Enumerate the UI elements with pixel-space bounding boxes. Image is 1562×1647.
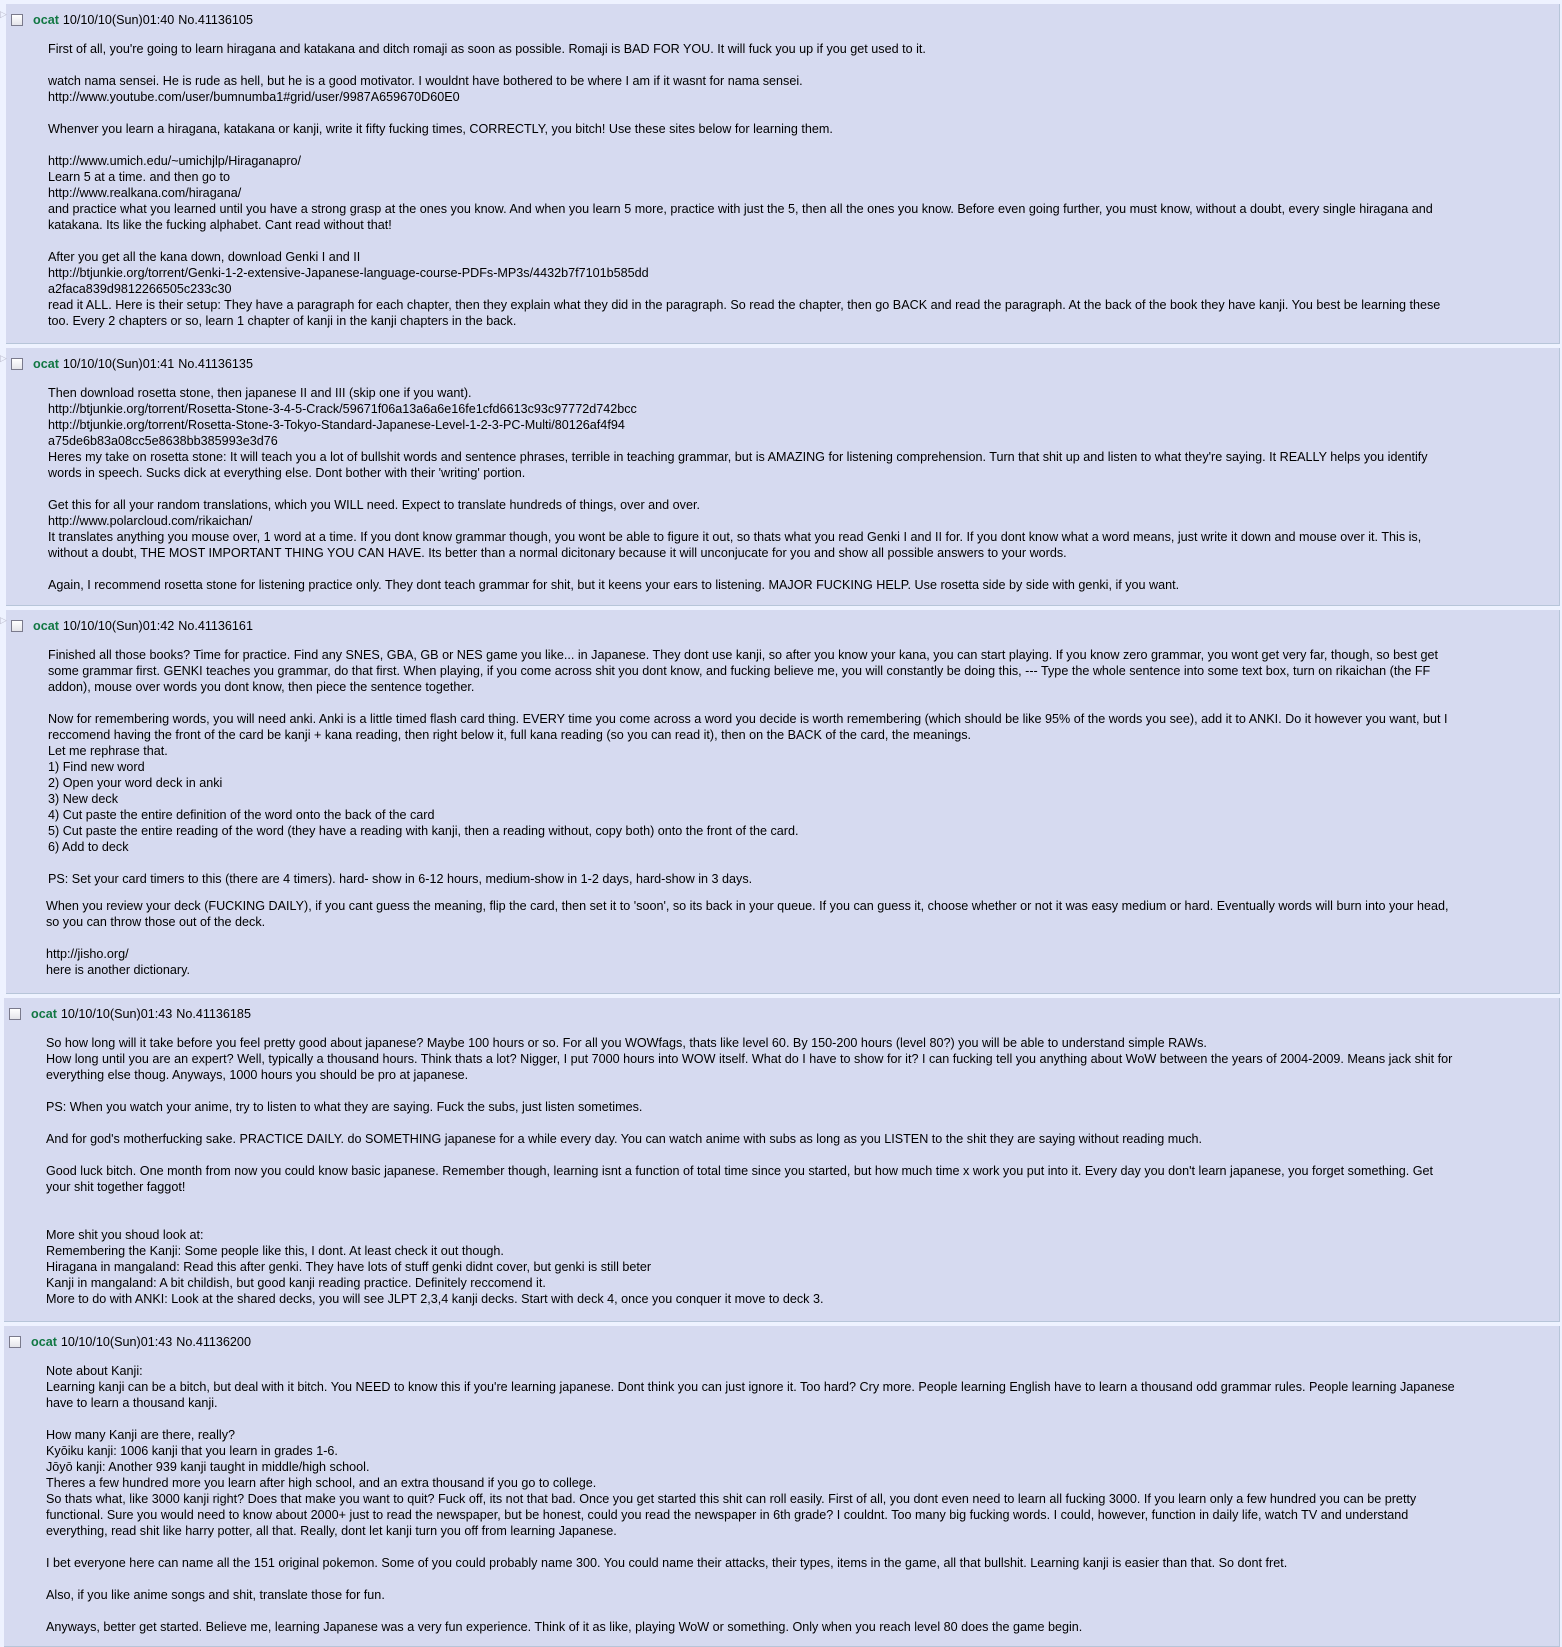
- post-date: 10/10/10(Sun)01:40: [62, 13, 175, 27]
- poster-name: ocat: [33, 619, 59, 633]
- post-select-checkbox[interactable]: [11, 14, 23, 26]
- post-message: First of all, you're going to learn hiragana and katakana and ditch romaji as soon as possible. Romaji is BAD FOR YOU. It will fuck you up if you get used to it. watch nama sensei. He is rude as hell, but he is a good motivator. I wouldnt have bothered to be where I am if it wasnt for nama sensei. http://www.youtube.com/user/bumnumba1#grid/user/9987A659670D60E0 Whenver you learn a hiragana, katakana or kanji, write it fifty fucking times, CORRECTLY, you bitch! Use these sites below for learning them. http://www.umich.edu/~umichjlp/Hiraganapro/ Learn 5 at a time. and then go to http://www.realkana.com/hiragana/ and practice what you learned until you have a strong grasp at the ones you know. And when you learn 5 more, practice with just the 5, then all the ones you know. Before even going further, you must know, without a doubt, every single hiragana and katakana. Its like the fucking alphabet. Cant read without that! After you get all the kana down, download Genki I and II http://btjunkie.org/torrent/Genki-1-2-extensive-Japanese-language-course-PDFs-MP3s/4432b7f7101b585dd a2faca839d9812266505c233c30 read it ALL. Here is their setup: They have a paragraph for each chapter, then they explain what they did in the paragraph. So read the chapter, then go BACK and read the paragraph. At the back of the book they have kanji. You best be learning these too. Every 2 chapters or so, learn 1 chapter of kanji in the kanji chapters in the back.: [48, 42, 1441, 328]
- poster-name: ocat: [31, 1007, 57, 1021]
- post-header: [9, 1334, 251, 1350]
- poster-name: ocat: [31, 1335, 57, 1349]
- post-message: Finished all those books? Time for practice. Find any SNES, GBA, GB or NES game you like... in Japanese. They dont use kanji, so after you know your kana, you can start playing. If you know zero grammar, you wont get very far, though, so best get some grammar first. GENKI teaches you grammar, do that first. When playing, if you come across shit you dont know, and fucking believe me, you will constantly be doing this, --- Type the whole sentence into some text box, turn on rikaichan (the FF addon), mouse over words you dont know, then piece the sentence together. Now for remembering words, you will need anki. Anki is a little timed flash card thing. EVERY time you come across a word you decide is worth remembering (which should be like 95% of the words you see), add it to ANKI. Do it however you want, but I reccomend having the front of the card be kanji + kana reading, then right below it, full kana reading (so you can read it), then on the BACK of the card, the meanings. Let me rephrase that. 1) Find new word 2) Open your word deck in anki 3) New deck 4) Cut paste the entire definition of the word onto the back of the card 5) Cut paste the entire reading of the word (they have a reading with kanji, then a reading without, copy both) onto the front of the card. 6) Add to deck PS: Set your card timers to this (there are 4 timers). hard- show in 6-12 hours, medium-show in 1-2 days, hard-show in 3 days.: [48, 648, 1448, 886]
- reply-arrow-icon: ▷: [0, 10, 7, 20]
- post-date: 10/10/10(Sun)01:41: [62, 357, 175, 371]
- poster-name: ocat: [33, 357, 59, 371]
- post-number-link[interactable]: No.41136161: [178, 619, 253, 633]
- post-message: So how long will it take before you feel pretty good about japanese? Maybe 100 hours or so. For all you WOWfags, thats like level 60. By 150-200 hours (level 80?) you will be able to understand simple RAWs. How long until you are an expert? Well, typically a thousand hours. Think thats a lot? Nigger, I put 7000 hours into WOW itself. What do I have to show for it? I can fucking tell you anything about WoW between the years of 2004-2009. Means jack shit for everything else thoug. Anyways, 1000 hours you should be pro at japanese. PS: When you watch your anime, try to listen to what they are saying. Fuck the subs, just listen sometimes. And for god's motherfucking sake. PRACTICE DAILY. do SOMETHING japanese for a while every day. You can watch anime with subs as long as you LISTEN to the shit they are saying without reading much. Good luck bitch. One month from now you could know basic japanese. Remember though, learning isnt a function of total time since you started, but how much time x work you put into it. Every day you don't learn japanese, you forget something. Get your shit together faggot! More shit you shoud look at: Remembering the Kanji: Some people like this, I dont. At least check it out though. Hiragana in mangaland: Read this after genki. They have lots of stuff genki didnt cover, but genki is still beter Kanji in mangaland: A bit childish, but good kanji reading practice. Definitely reccomend it. More to do with ANKI: Look at the shared decks, you will see JLPT 2,3,4 kanji decks. Start with deck 4, once you conquer it move to deck 3.: [46, 1036, 1453, 1306]
- post-select-checkbox[interactable]: [9, 1336, 21, 1348]
- post-select-checkbox[interactable]: [9, 1008, 21, 1020]
- post-number-link[interactable]: No.41136105: [178, 13, 253, 27]
- post-number-link[interactable]: No.41136185: [176, 1007, 251, 1021]
- reply-arrow-icon: ▷: [0, 616, 7, 626]
- post-message: Then download rosetta stone, then japanese II and III (skip one if you want). http://btjunkie.org/torrent/Rosetta-Stone-3-4-5-Crack/59671f06a13a6a6e16fe1cfd6613c93c97772d742bcc http://btjunkie.org/torrent/Rosetta-Stone-3-Tokyo-Standard-Japanese-Level-1-2-3-PC-Multi/80126af4f94 a75de6b83a08cc5e8638bb385993e3d76 Heres my take on rosetta stone: It will teach you a lot of bullshit words and sentence phrases, terrible in teaching grammar, but is AMAZING for listening comprehension. Turn that shit up and listen to what they're saying. It REALLY helps you identify words in speech. Sucks dick at everything else. Dont bother with their 'writing' portion. Get this for all your random translations, which you WILL need. Expect to translate hundreds of things, over and over. http://www.polarcloud.com/rikaichan/ It translates anything you mouse over, 1 word at a time. If you dont know grammar though, you wont be able to figure it out, so thats what you read Genki I and II for. If you dont know what a word means, just write it down and mouse over it. This is, without a doubt, THE MOST IMPORTANT THING YOU CAN HAVE. Its better than a normal dicitonary because it will unconjucate for you and show all possible answers to your words. Again, I recommend rosetta stone for listening practice only. They dont teach grammar for shit, but it keens your ears to listening. MAJOR FUCKING HELP. Use rosetta side by side with genki, if you want.: [48, 386, 1428, 592]
- reply-post: [0, 348, 1560, 606]
- post-select-checkbox[interactable]: [11, 620, 23, 632]
- reply-arrow-icon: ▷: [0, 354, 7, 364]
- post-header: [11, 618, 253, 634]
- post-date: 10/10/10(Sun)01:43: [60, 1007, 173, 1021]
- post-number-link[interactable]: No.41136135: [178, 357, 253, 371]
- reply-post: [4, 998, 1560, 1322]
- post-message-continued: When you review your deck (FUCKING DAILY), if you cant guess the meaning, flip the card, then set it to 'soon', so its back in your queue. If you can guess it, choose whether or not it was easy medium or hard. Eventually words will burn into your head, so you can throw those out of the deck. http://jisho.org/ here is another dictionary.: [46, 899, 1449, 977]
- post-header: [11, 356, 253, 372]
- reply-post: [0, 610, 1560, 994]
- post-select-checkbox[interactable]: [11, 358, 23, 370]
- reply-post: [0, 4, 1560, 344]
- poster-name: ocat: [33, 13, 59, 27]
- post-header: [11, 12, 253, 28]
- post-number-link[interactable]: No.41136200: [176, 1335, 251, 1349]
- reply-post: [4, 1326, 1560, 1647]
- post-date: 10/10/10(Sun)01:43: [60, 1335, 173, 1349]
- post-date: 10/10/10(Sun)01:42: [62, 619, 175, 633]
- post-header: [9, 1006, 251, 1022]
- post-message: Note about Kanji: Learning kanji can be a bitch, but deal with it bitch. You NEED to know this if you're learning japanese. Dont think you can just ignore it. Too hard? Cry more. People learning English have to learn a thousand odd grammar rules. People learning Japanese have to learn a thousand kanji. How many Kanji are there, really? Kyōiku kanji: 1006 kanji that you learn in grades 1-6. Jōyō kanji: Another 939 kanji taught in middle/high school. Theres a few hundred more you learn after high school, and an extra thousand if you go to college. So thats what, like 3000 kanji right? Does that make you want to quit? Fuck off, its not that bad. Once you get started this shit can roll easily. First of all, you dont even need to learn all fucking 3000. If you learn only a few hundred you can be pretty functional. Sure you would need to know about 2000+ just to read the newspaper, but be honest, could you read the newspaper in 6th grade? I couldnt. Too many big fucking words. I could, however, function in daily life, watch TV and understand everything, read shit like harry potter, all that. Really, dont let kanji turn you off from learning Japanese. I bet everyone here can name all the 151 original pokemon. Some of you could probably name 300. You could name their attacks, their types, items in the game, all that bullshit. Learning kanji is easier than that. So dont fret. Also, if you like anime songs and shit, translate those for fun. Anyways, better get started. Believe me, learning Japanese was a very fun experience. Think of it as like, playing WoW or something. Only when you reach level 80 does the game begin.: [46, 1364, 1455, 1634]
